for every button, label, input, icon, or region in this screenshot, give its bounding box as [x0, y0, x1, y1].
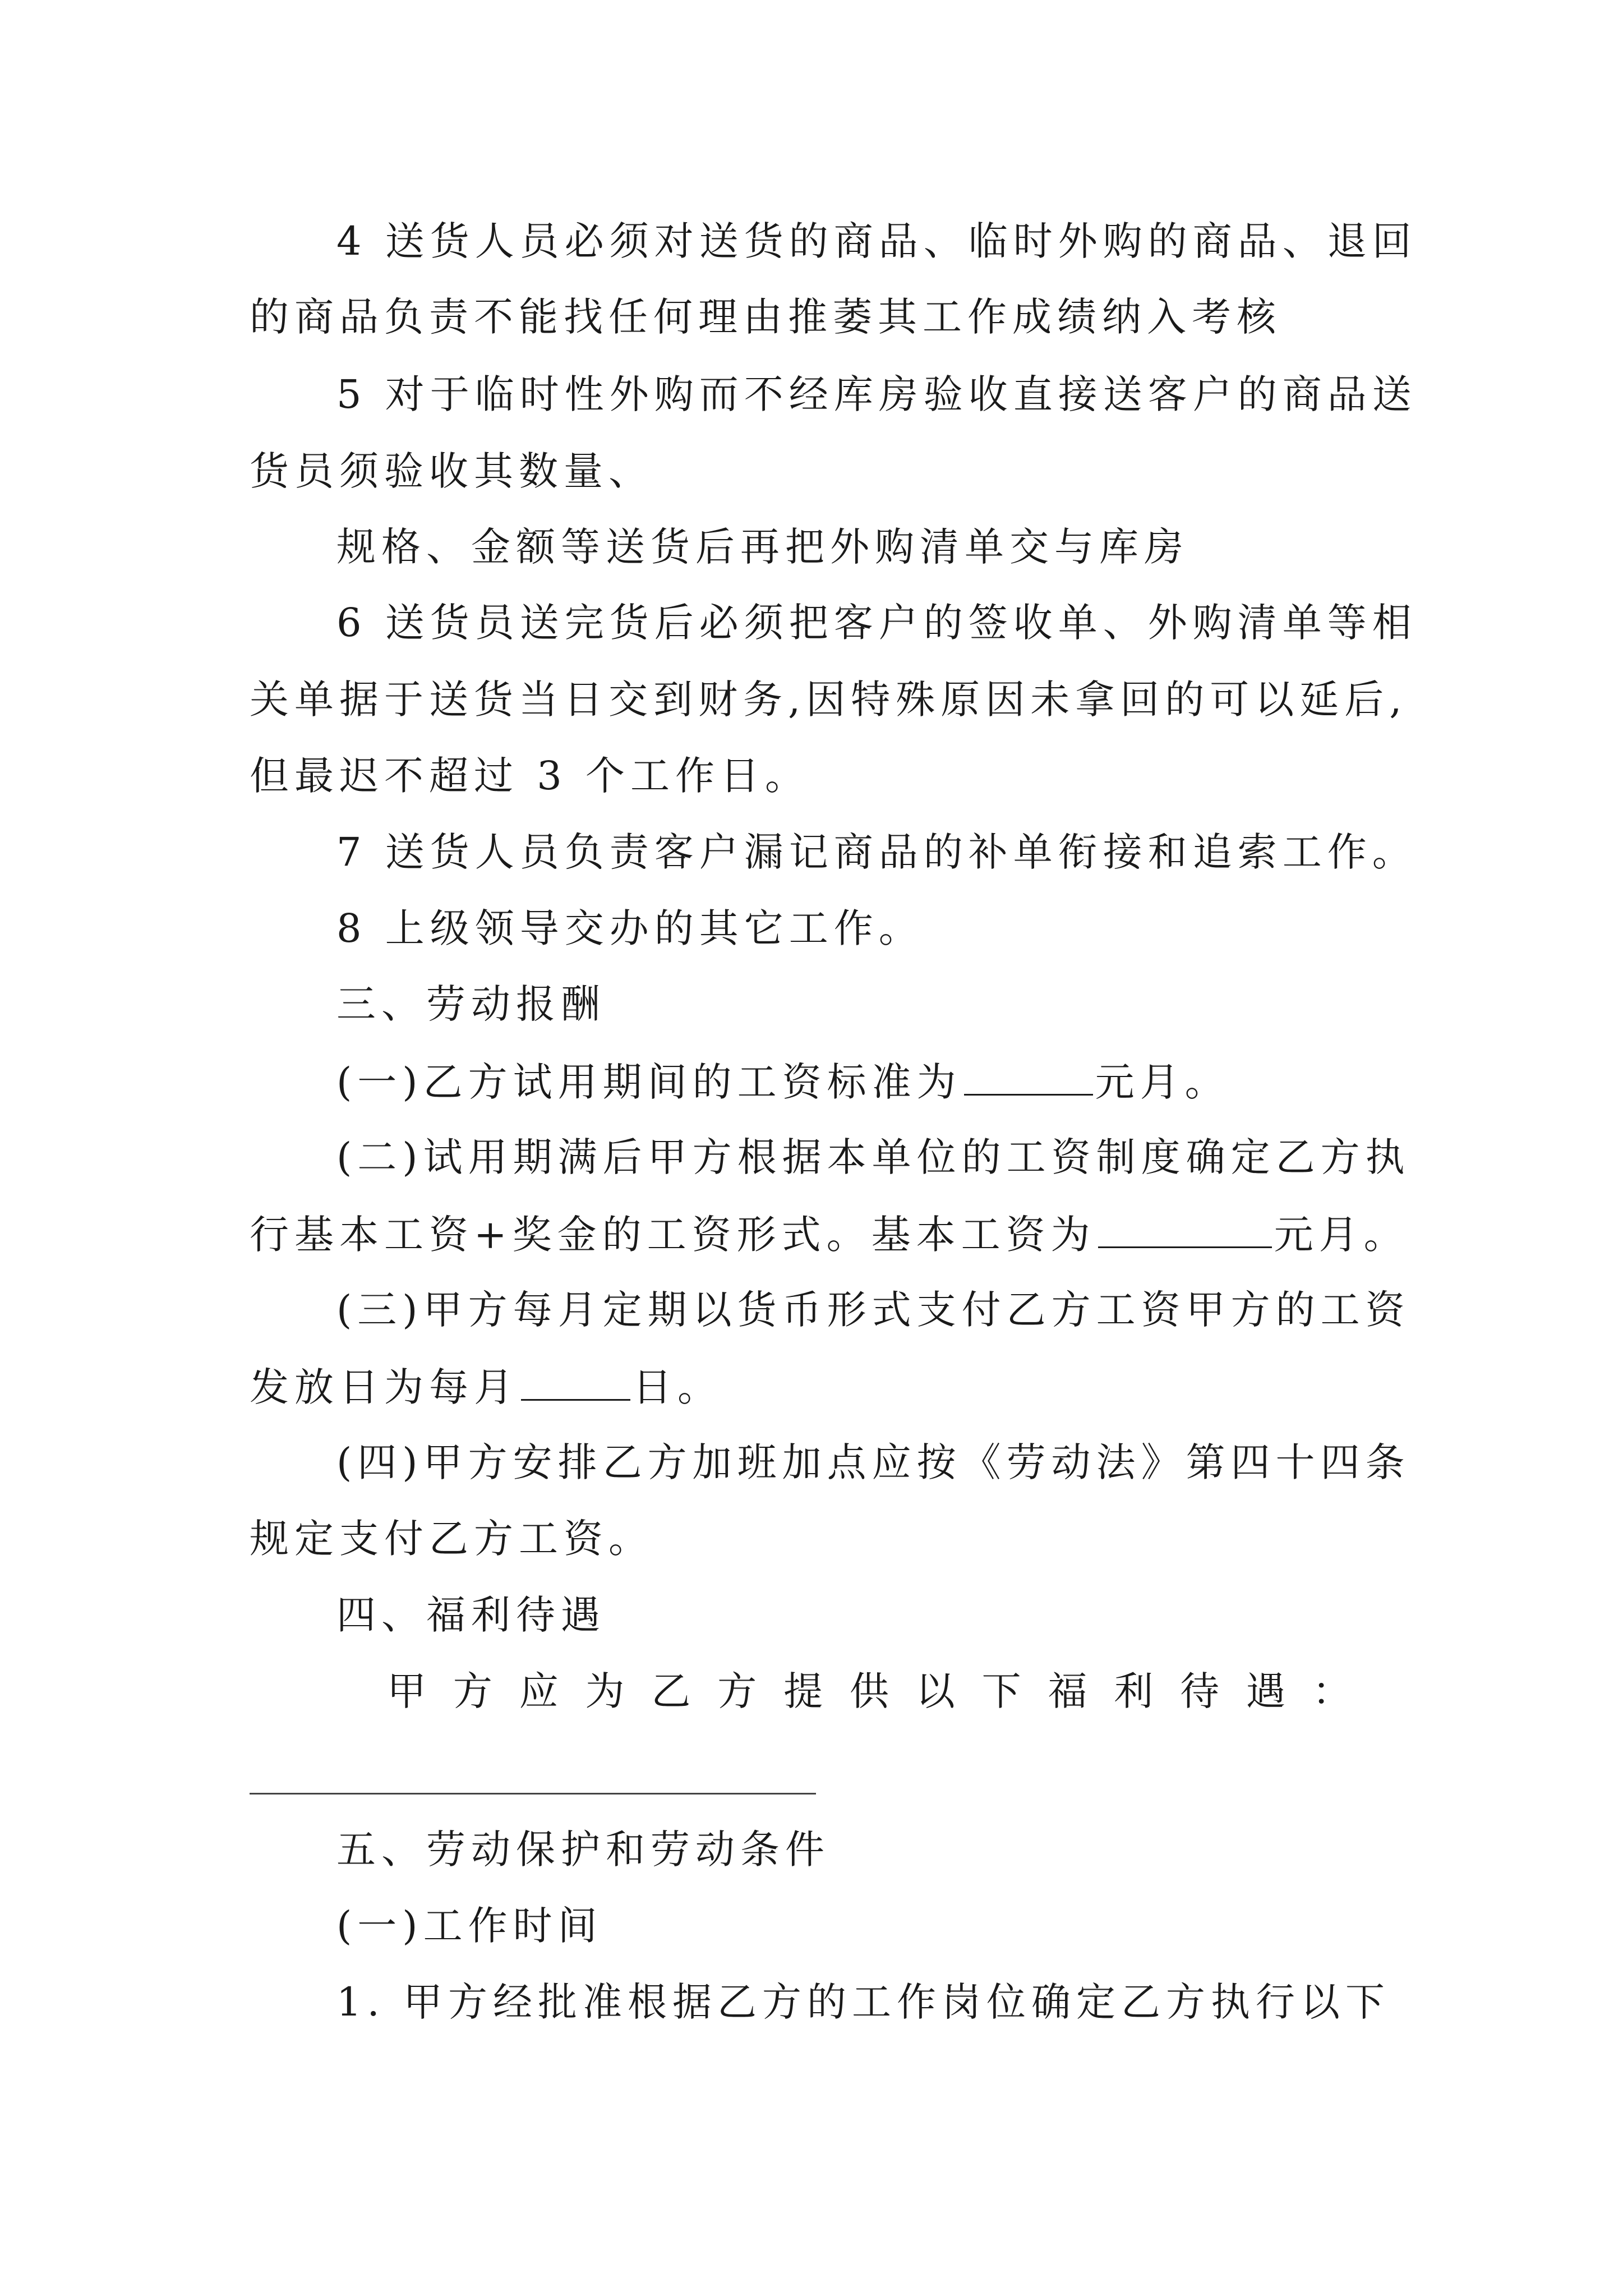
paragraph-pay-2-unit: 元月。 [1274, 1212, 1409, 1258]
fill-blank-pay-day[interactable] [521, 1366, 630, 1401]
paragraph-item-5-cont: 货员须验收其数量、 [250, 448, 653, 494]
benefit-char: 以 [915, 1668, 955, 1714]
benefit-char: 为 [585, 1668, 625, 1714]
benefit-char: 提 [783, 1668, 823, 1714]
paragraph-item-6-cont: 关单据于送货当日交到财务,因特殊原因未拿回的可以延后, [250, 677, 1408, 723]
paragraph-pay-2: (二)试用期满后甲方根据本单位的工资制度确定乙方执 [336, 1134, 1410, 1180]
paragraph-item-6-cont-2: 但最迟不超过 3 个工作日。 [250, 753, 810, 799]
paragraph-item-5-cont-2: 规格、金额等送货后再把外购清单交与库房 [336, 524, 1189, 570]
section-heading-3: 三、劳动报酬 [336, 981, 606, 1027]
paragraph-pay-3: (三)甲方每月定期以货币形式支付乙方工资甲方的工资 [336, 1287, 1410, 1333]
fill-blank-trial-wage[interactable] [964, 1061, 1093, 1096]
benefit-char: 甲 [387, 1668, 426, 1714]
section-heading-4: 四、福利待遇 [336, 1592, 606, 1638]
benefit-char: 福 [1048, 1668, 1087, 1714]
paragraph-item-4-cont: 的商品负责不能找任何理由推萎其工作成绩纳入考核 [250, 294, 1281, 340]
benefit-char: 利 [1114, 1668, 1154, 1714]
benefit-char: 方 [453, 1668, 492, 1714]
paragraph-item-5: 5 对于临时性外购而不经库房验收直接送客户的商品送 [336, 371, 1417, 417]
paragraph-pay-3-text: 发放日为每月 [250, 1364, 519, 1410]
paragraph-pay-2-cont [250, 1212, 1409, 1258]
paragraph-item-4: 4 送货人员必须对送货的商品、临时外购的商品、退回 [336, 218, 1417, 264]
paragraph-pay-2-text: 行基本工资+奖金的工资形式。基本工资为 [250, 1212, 1096, 1258]
paragraph-item-7: 7 送货人员负责客户漏记商品的补单衔接和追索工作。 [336, 829, 1417, 875]
paragraph-pay-3-cont [250, 1364, 1382, 1410]
benefit-char: 下 [981, 1668, 1021, 1714]
benefit-char: 待 [1180, 1668, 1220, 1714]
benefit-char: 应 [519, 1668, 559, 1714]
benefit-char: 遇 [1246, 1668, 1285, 1714]
fill-blank-base-wage[interactable] [1098, 1214, 1272, 1248]
paragraph-item-8: 8 上级领导交办的其它工作。 [336, 905, 924, 951]
paragraph-pay-4: (四)甲方安排乙方加班加点应按《劳动法》第四十四条 [336, 1439, 1410, 1485]
fill-blank-benefits-line[interactable] [250, 1793, 816, 1795]
paragraph-pay-1-unit: 元月。 [1095, 1059, 1230, 1105]
benefit-char: 方 [717, 1668, 757, 1714]
paragraph-pay-3-unit: 日。 [633, 1364, 722, 1410]
paragraph-pay-4-cont: 规定支付乙方工资。 [250, 1516, 653, 1562]
paragraph-work-time-1: 1. 甲方经批准根据乙方的工作岗位确定乙方执行以下 [336, 1979, 1391, 2025]
benefit-char: ： [1312, 1668, 1352, 1714]
subsection-heading-work-time: (一)工作时间 [336, 1903, 603, 1949]
section-heading-5: 五、劳动保护和劳动条件 [336, 1826, 830, 1872]
benefit-char: 乙 [651, 1668, 691, 1714]
benefit-char: 供 [849, 1668, 889, 1714]
paragraph-pay-1 [336, 1059, 1382, 1105]
paragraph-item-6: 6 送货员送完货后必须把客户的签收单、外购清单等相 [336, 600, 1417, 646]
paragraph-pay-1-text: (一)乙方试用期间的工资标准为 [336, 1059, 962, 1105]
paragraph-benefits [387, 1668, 1352, 1714]
